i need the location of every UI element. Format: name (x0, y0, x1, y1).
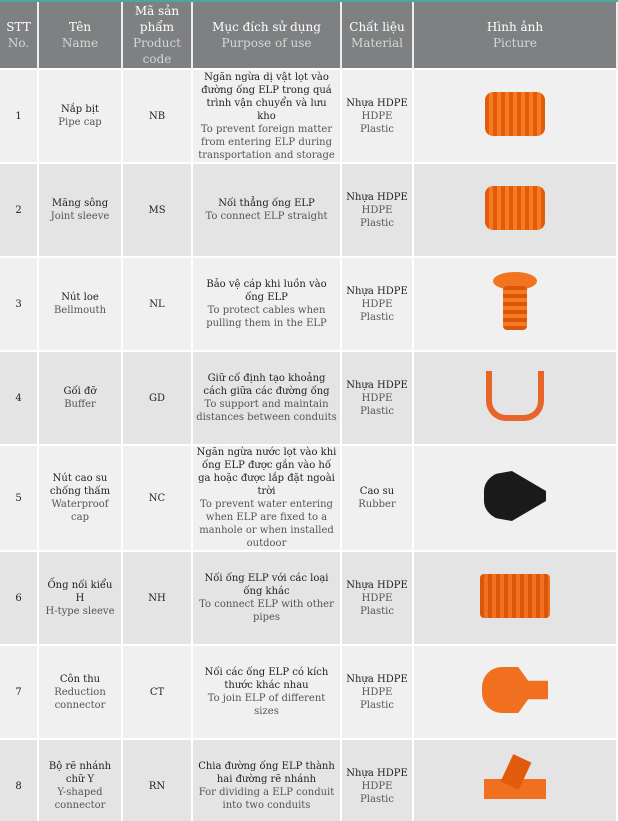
material-vi: Nhựa HDPE (346, 767, 408, 779)
row-name (38, 739, 122, 821)
name-en: Y-shaped connector (54, 787, 106, 811)
material-vi: Cao su (359, 486, 395, 497)
purpose-en: For dividing a ELP conduit into two conduits (198, 787, 335, 811)
material-vi: Nhựa HDPE (346, 579, 408, 591)
header-purpose (192, 2, 341, 69)
table-row (0, 645, 617, 739)
row-picture (413, 739, 617, 821)
row-purpose (192, 257, 341, 351)
header-no-vi: STT (6, 20, 31, 34)
row-purpose (192, 163, 341, 257)
row-picture (413, 645, 617, 739)
row-name (38, 257, 122, 351)
header-name-vi: Tên (68, 20, 92, 34)
row-picture (413, 69, 617, 163)
waterproof-cap-image (484, 471, 546, 521)
material-en: HDPE Plastic (360, 392, 394, 417)
name-vi: Ống nối kiểu H (47, 579, 113, 604)
table-row (0, 163, 617, 257)
header-picture-en: Picture (492, 36, 538, 50)
material-en: HDPE Plastic (360, 780, 394, 805)
row-purpose (192, 351, 341, 445)
material-en: HDPE Plastic (360, 686, 394, 711)
row-no: 2 (0, 163, 38, 257)
name-en: Bellmouth (53, 305, 107, 316)
row-name (38, 163, 122, 257)
header-no (0, 2, 38, 69)
material-vi: Nhựa HDPE (346, 285, 408, 297)
table-row (0, 445, 617, 551)
row-name (38, 445, 122, 551)
purpose-en: To connect ELP with other pipes (199, 599, 334, 623)
header-code-en: Product code (133, 36, 181, 66)
table-header (0, 2, 617, 69)
purpose-vi: Ngăn ngừa dị vật lọt vào đường ống ELP trong quá trình vận chuyển và lưu kho (201, 71, 332, 122)
material-vi: Nhựa HDPE (346, 191, 408, 203)
row-picture (413, 551, 617, 645)
row-material (341, 163, 413, 257)
row-material (341, 445, 413, 551)
row-material (341, 739, 413, 821)
row-code: NC (122, 445, 192, 551)
header-code (122, 2, 192, 69)
name-en: Waterproof cap (51, 499, 109, 523)
row-name (38, 69, 122, 163)
material-vi: Nhựa HDPE (346, 97, 408, 109)
purpose-vi: Chia đường ống ELP thành hai đường rẽ nhánh (198, 761, 335, 785)
row-material (341, 551, 413, 645)
header-material-en: Material (351, 36, 403, 50)
row-material (341, 257, 413, 351)
name-vi: Măng sông (51, 198, 109, 209)
row-no: 3 (0, 257, 38, 351)
header-no-en: No. (7, 36, 30, 50)
purpose-en: To protect cables when pulling them in the ELP (206, 305, 327, 329)
table-row (0, 551, 617, 645)
table-row (0, 257, 617, 351)
row-code: MS (122, 163, 192, 257)
material-en: HDPE Plastic (360, 204, 394, 229)
header-material-vi: Chất liệu (349, 20, 405, 34)
purpose-en: To join ELP of different sizes (207, 693, 326, 717)
row-no: 8 (0, 739, 38, 821)
purpose-en: To prevent foreign matter from entering ELP during transportation and storage (198, 123, 335, 161)
purpose-vi: Giữ cố định tạo khoảng cách giữa các đường ống (203, 373, 330, 397)
purpose-vi: Nối các ống ELP có kích thước khác nhau (204, 667, 329, 691)
joint-sleeve-image (485, 186, 545, 230)
row-picture (413, 445, 617, 551)
header-name (38, 2, 122, 69)
name-en: H-type sleeve (45, 605, 115, 617)
h-type-sleeve-image (480, 574, 550, 618)
row-code: NL (122, 257, 192, 351)
row-material (341, 69, 413, 163)
purpose-en: To connect ELP straight (205, 211, 328, 222)
row-purpose (192, 445, 341, 551)
reduction-connector-image (482, 667, 548, 713)
table-row (0, 69, 617, 163)
name-en: Buffer (64, 399, 96, 410)
name-en: Pipe cap (58, 117, 102, 128)
row-no: 6 (0, 551, 38, 645)
name-en: Joint sleeve (50, 211, 110, 222)
row-code: NH (122, 551, 192, 645)
header-name-en: Name (61, 36, 99, 50)
header-purpose-en: Purpose of use (221, 36, 312, 50)
row-picture (413, 163, 617, 257)
row-purpose (192, 551, 341, 645)
material-vi: Nhựa HDPE (346, 673, 408, 685)
row-name (38, 351, 122, 445)
table-row (0, 739, 617, 821)
purpose-vi: Nối ống ELP với các loại ống khác (204, 573, 329, 597)
row-code: NB (122, 69, 192, 163)
row-purpose (192, 739, 341, 821)
row-no: 1 (0, 69, 38, 163)
material-en: HDPE Plastic (360, 298, 394, 323)
row-picture (413, 257, 617, 351)
name-vi: Gối đỡ (63, 386, 97, 397)
bellmouth-image (490, 272, 540, 332)
header-picture (413, 2, 617, 69)
name-en: Reduction connector (54, 686, 106, 711)
row-code: GD (122, 351, 192, 445)
row-name (38, 645, 122, 739)
table-row (0, 351, 617, 445)
name-vi: Nút loe (61, 292, 99, 303)
name-vi: Nút cao su chống thấm (49, 473, 111, 497)
row-name (38, 551, 122, 645)
purpose-en: To support and maintain distances between conduits (196, 399, 337, 423)
row-no: 7 (0, 645, 38, 739)
row-picture (413, 351, 617, 445)
purpose-vi: Ngăn ngừa nước lọt vào khi ống ELP được gắn vào hố ga hoặc được lắp đặt ngoài trời (196, 447, 337, 497)
header-picture-vi: Hình ảnh (486, 20, 544, 34)
row-no: 5 (0, 445, 38, 551)
row-material (341, 351, 413, 445)
row-purpose (192, 69, 341, 163)
accessories-table (0, 2, 618, 821)
row-purpose (192, 645, 341, 739)
name-vi: Nắp bịt (61, 104, 99, 115)
purpose-vi: Nối thẳng ống ELP (218, 198, 315, 209)
pipe-cap-image (485, 92, 545, 136)
header-code-vi: Mã sản phẩm (134, 4, 180, 34)
name-vi: Bộ rẽ nhánh chữ Y (48, 761, 112, 785)
purpose-en: To prevent water entering when ELP are fixed to a manhole or when installed outdoor (199, 499, 334, 549)
material-en: Rubber (358, 499, 396, 510)
row-code: RN (122, 739, 192, 821)
header-material (341, 2, 413, 69)
row-no: 4 (0, 351, 38, 445)
material-vi: Nhựa HDPE (346, 379, 408, 391)
material-en: HDPE Plastic (360, 110, 394, 135)
row-material (341, 645, 413, 739)
material-en: HDPE Plastic (360, 592, 394, 617)
buffer-image (486, 371, 544, 421)
header-purpose-vi: Mục đích sử dụng (212, 20, 321, 34)
y-connector-image (484, 757, 546, 811)
purpose-vi: Bảo vệ cáp khi luồn vào ống ELP (206, 279, 327, 303)
name-vi: Côn thu (59, 673, 101, 685)
row-code: CT (122, 645, 192, 739)
